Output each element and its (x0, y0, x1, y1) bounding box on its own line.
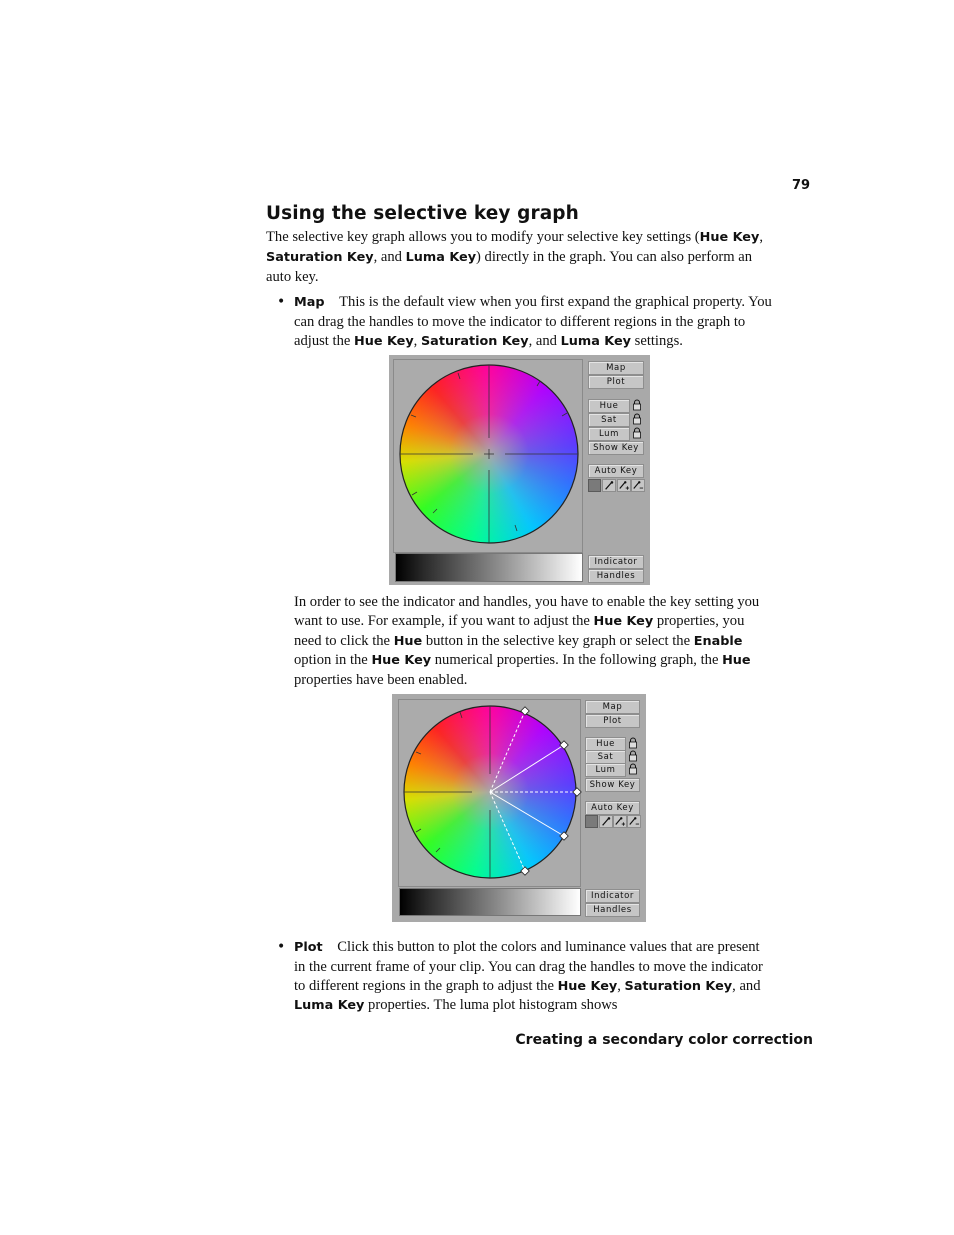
eyedropper-icon[interactable] (599, 815, 613, 828)
show-key-button[interactable]: Show Key (588, 441, 644, 455)
auto-key-button[interactable]: Auto Key (588, 464, 644, 478)
indicator-button[interactable]: Indicator (588, 555, 644, 569)
hue-button[interactable]: Hue (588, 399, 630, 413)
selective-key-graph-hue-enabled-figure (392, 694, 646, 922)
lum-lock-icon[interactable] (632, 427, 642, 439)
page-number: 79 (792, 178, 811, 193)
eyedropper-icon[interactable] (602, 479, 616, 492)
hue-lock-icon[interactable] (632, 399, 642, 411)
key-color-swatch[interactable] (588, 479, 601, 492)
section-heading: Using the selective key graph (266, 203, 579, 224)
map-button[interactable]: Map (588, 361, 644, 375)
selective-key-graph-map-figure (389, 355, 650, 585)
auto-key-button[interactable]: Auto Key (585, 801, 640, 815)
bullet-plot-paragraph: Plot Click this button to plot the colors and luminance values that are present in the current frame of your clip. You can drag the handles to move the indicator to different regions in the graph to adjust the Hue Key, Saturation Key, and Luma Key properties. The luma plot histogram shows (294, 939, 763, 1014)
luma-gradient-bar (399, 888, 581, 916)
bullet-map-label: Map (294, 295, 325, 310)
indicator-button[interactable]: Indicator (585, 889, 640, 903)
map-button[interactable]: Map (585, 700, 640, 714)
sat-lock-icon[interactable] (628, 750, 638, 762)
plot-button[interactable]: Plot (588, 375, 644, 389)
bullet-marker: • (277, 939, 286, 955)
handles-button[interactable]: Handles (588, 569, 644, 583)
bullet-map-paragraph: Map This is the default view when you first expand the graphical property. You can drag the handles to move the indicator to different regions in the graph to adjust the Hue Key, Saturation Key, and Luma Key settings. (294, 294, 772, 349)
running-footer: Creating a secondary color correction (515, 1032, 813, 1048)
lum-lock-icon[interactable] (628, 763, 638, 775)
eyedropper-add-icon[interactable] (617, 479, 631, 492)
luma-gradient-bar (395, 553, 583, 582)
sat-button[interactable]: Sat (588, 413, 630, 427)
eyedropper-subtract-icon[interactable] (631, 479, 645, 492)
lum-button[interactable]: Lum (585, 763, 626, 777)
lum-button[interactable]: Lum (588, 427, 630, 441)
plot-button[interactable]: Plot (585, 714, 640, 728)
eyedropper-add-icon[interactable] (613, 815, 627, 828)
sat-lock-icon[interactable] (632, 413, 642, 425)
bullet-marker: • (277, 294, 286, 310)
color-wheel-graph (392, 694, 584, 888)
intro-paragraph: The selective key graph allows you to modify your selective key settings (Hue Key, Saturation Key, and Luma Key) directly in the graph. You can also perform an auto key. (266, 229, 763, 285)
key-color-swatch[interactable] (585, 815, 598, 828)
bullet-plot-label: Plot (294, 940, 323, 955)
hue-lock-icon[interactable] (628, 737, 638, 749)
eyedropper-subtract-icon[interactable] (627, 815, 641, 828)
show-key-button[interactable]: Show Key (585, 778, 640, 792)
enable-key-paragraph: In order to see the indicator and handles, you have to enable the key setting you want to use. For example, if you want to adjust the Hue Key properties, you need to click the Hue button in the selective key graph or select the Enable option in the Hue Key numerical properties. In the following graph, the Hue properties have been enabled. (294, 594, 760, 689)
sat-button[interactable]: Sat (585, 750, 626, 764)
handles-button[interactable]: Handles (585, 903, 640, 917)
hue-button[interactable]: Hue (585, 737, 626, 751)
color-wheel-graph (389, 355, 584, 555)
